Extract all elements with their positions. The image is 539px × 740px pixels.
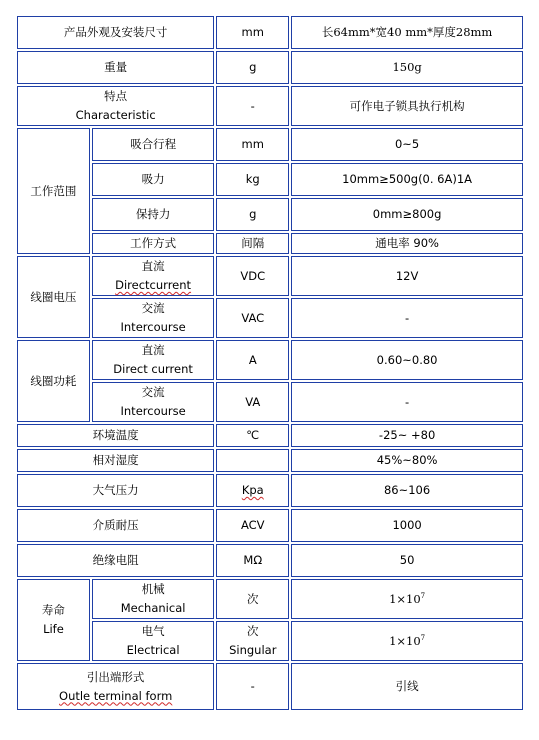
value-holding-force: 0mm≥800g (291, 198, 523, 231)
label-work-mode: 工作方式 (92, 233, 214, 254)
label-voltage-dc (92, 256, 214, 296)
label-insulation: 绝缘电阻 (17, 544, 214, 577)
table-row (17, 544, 523, 577)
value-characteristic: 可作电子锁具执行机构 (291, 86, 523, 126)
group-life-en: Life (43, 622, 64, 636)
label-life-mechanical-cn: 机械 (141, 582, 165, 596)
table-row (17, 233, 523, 254)
label-dielectric: 介质耐压 (17, 509, 214, 542)
table-row (17, 509, 523, 542)
unit-pressure: Kpa (216, 474, 289, 507)
label-terminal (17, 663, 214, 710)
unit-life-electrical-cn: 次 (247, 624, 259, 638)
label-power-dc (92, 340, 214, 380)
table-row (17, 16, 523, 49)
label-voltage-ac (92, 298, 214, 338)
value-life-electrical (291, 621, 523, 661)
label-humidity: 相对湿度 (17, 449, 214, 472)
table-row (17, 474, 523, 507)
unit-life-electrical-en: Singular (229, 643, 277, 657)
value-insulation: 50 (291, 544, 523, 577)
label-characteristic-en: Characteristic (75, 108, 156, 122)
table-row (17, 86, 523, 126)
label-life-electrical-cn: 电气 (141, 624, 165, 638)
unit-power-ac: VA (216, 382, 289, 422)
label-holding-force: 保持力 (92, 198, 214, 231)
label-terminal-cn: 引出端形式 (86, 669, 145, 684)
value-humidity: 45%~80% (291, 449, 523, 472)
unit-suction: kg (216, 163, 289, 196)
unit-stroke: mm (216, 128, 289, 161)
label-life-electrical (92, 621, 214, 661)
value-work-mode: 通电率 90% (291, 233, 523, 254)
unit-weight: g (216, 51, 289, 84)
label-characteristic-cn: 特点 (104, 89, 128, 103)
label-power-dc-en: Direct current (113, 362, 193, 376)
label-terminal-en: Outle terminal form (59, 688, 173, 703)
table-row (17, 424, 523, 447)
label-life-mechanical-en: Mechanical (120, 601, 186, 615)
label-pressure: 大气压力 (17, 474, 214, 507)
table-row (17, 256, 523, 296)
label-weight: 重量 (17, 51, 214, 84)
label-power-ac-en: Intercourse (120, 404, 186, 418)
value-life-electrical-base: 1×10 (389, 633, 421, 648)
table-row (17, 128, 523, 161)
label-life-electrical-en: Electrical (126, 643, 180, 657)
group-life (17, 579, 90, 661)
label-ambient-temp: 环境温度 (17, 424, 214, 447)
unit-power-dc: A (216, 340, 289, 380)
label-life-mechanical (92, 579, 214, 619)
label-power-dc-cn: 直流 (141, 343, 165, 357)
label-power-ac-cn: 交流 (141, 385, 165, 399)
label-voltage-dc-cn: 直流 (141, 259, 165, 273)
table-row (17, 51, 523, 84)
group-coil-voltage: 线圈电压 (17, 256, 90, 338)
unit-insulation: MΩ (216, 544, 289, 577)
table-row (17, 663, 523, 710)
unit-dielectric: ACV (216, 509, 289, 542)
unit-voltage-dc: VDC (216, 256, 289, 296)
spec-table (15, 14, 525, 712)
unit-terminal: - (216, 663, 289, 710)
table-row (17, 340, 523, 380)
label-power-ac (92, 382, 214, 422)
table-row (17, 198, 523, 231)
unit-dimensions: mm (216, 16, 289, 49)
value-suction: 10mm≥500g(0. 6A)1A (291, 163, 523, 196)
label-voltage-ac-cn: 交流 (141, 301, 165, 315)
value-weight: 150g (291, 51, 523, 84)
table-row (17, 163, 523, 196)
value-life-mechanical-exp: 7 (420, 591, 426, 600)
table-row (17, 621, 523, 661)
unit-characteristic: - (216, 86, 289, 126)
label-stroke: 吸合行程 (92, 128, 214, 161)
table-row (17, 579, 523, 619)
value-dimensions: 长64mm*宽40 mm*厚度28mm (291, 16, 523, 49)
group-coil-power: 线圈功耗 (17, 340, 90, 422)
unit-ambient-temp: ℃ (216, 424, 289, 447)
unit-life-mechanical: 次 (216, 579, 289, 619)
label-voltage-dc-en: Directcurrent (115, 278, 192, 292)
value-stroke: 0~5 (291, 128, 523, 161)
value-life-mechanical (291, 579, 523, 619)
value-pressure: 86~106 (291, 474, 523, 507)
value-life-mechanical-base: 1×10 (389, 591, 421, 606)
value-dielectric: 1000 (291, 509, 523, 542)
label-voltage-ac-en: Intercourse (120, 320, 186, 334)
unit-life-electrical (216, 621, 289, 661)
value-ambient-temp: -25~ +80 (291, 424, 523, 447)
table-row (17, 382, 523, 422)
table-row (17, 298, 523, 338)
unit-humidity (216, 449, 289, 472)
label-suction: 吸力 (92, 163, 214, 196)
value-life-electrical-exp: 7 (420, 633, 426, 642)
group-life-cn: 寿命 (41, 603, 65, 617)
label-dimensions: 产品外观及安装尺寸 (17, 16, 214, 49)
value-voltage-dc: 12V (291, 256, 523, 296)
value-power-ac: - (291, 382, 523, 422)
unit-holding-force: g (216, 198, 289, 231)
unit-work-mode: 间隔 (216, 233, 289, 254)
label-characteristic (17, 86, 214, 126)
group-working-range: 工作范围 (17, 128, 90, 254)
value-terminal: 引线 (291, 663, 523, 710)
unit-voltage-ac: VAC (216, 298, 289, 338)
value-voltage-ac: - (291, 298, 523, 338)
table-row (17, 449, 523, 472)
value-power-dc: 0.60~0.80 (291, 340, 523, 380)
